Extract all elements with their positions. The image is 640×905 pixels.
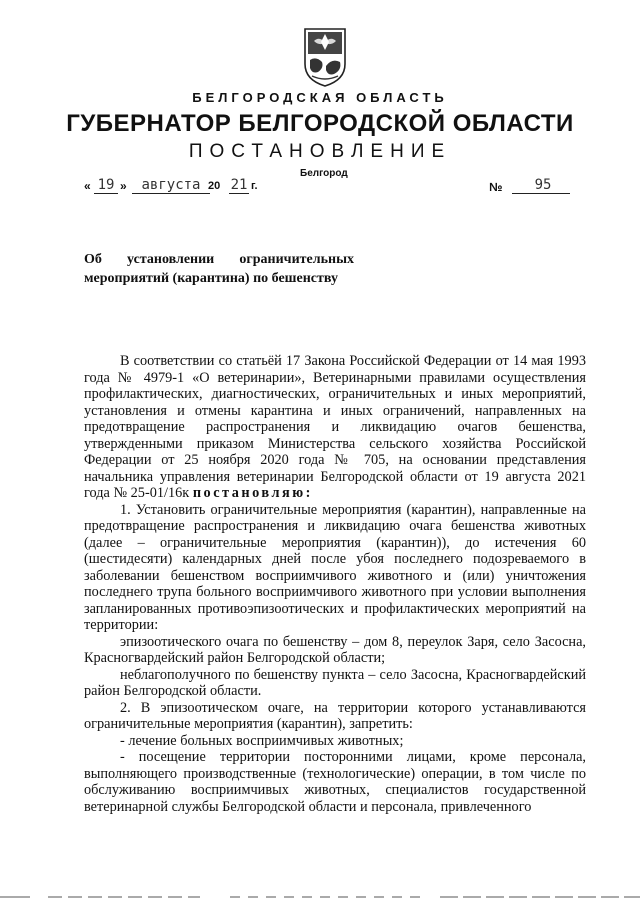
date-year-prefix: 20 (208, 180, 221, 192)
date-year-unit: г. (251, 180, 258, 192)
clause-1-area-paragraph: неблагополучного по бешенству пункта – село Засосна, Красногвардейский район Белгородской области. (84, 666, 586, 699)
subject-line-1: Об установлении ограничительных (84, 252, 354, 267)
region-title: БЕЛГОРОДСКАЯ ОБЛАСТЬ (192, 90, 448, 105)
date-year-suffix: 21 (230, 177, 248, 193)
document-number: 95 (512, 177, 570, 194)
coat-of-arms-icon (302, 26, 348, 88)
clause-2-item-1: - лечение больных восприимчивых животных; (120, 732, 404, 749)
governor-title: ГУБЕРНАТОР БЕЛГОРОДСКОЙ ОБЛАСТИ (66, 110, 574, 137)
decree-body (84, 353, 586, 815)
subject-line-2: мероприятий (карантина) по бешенству (84, 271, 338, 286)
date-open-quote: « (84, 179, 91, 193)
clause-2-paragraph: 2. В эпизоотическом очаге, на территории которого устанавливаются ограничительные мероприятия (карантин), запретить: (84, 699, 586, 732)
clause-2-item-2: - посещение территории посторонними лицами, кроме персонала, выполняющего производственные (технологические) операции, в том числе по обслуживанию восприимчивых животных, специалистов государственной ветеринарной службы Белгородской области и персонала, привлеченного (84, 749, 586, 815)
date-close-quote: » (120, 179, 127, 193)
clause-1-paragraph: 1. Установить ограничительные мероприятия (карантин), направленные на предотвращение распространения и ликвидацию очага бешенства животных (далее – ограничительные мероприятия (карантин)), до истечения 60 (шестидесяти) календарных дней после убоя последнего подозреваемого в заболевании бешенством восприимчивого животного и (или) уничтожения последнего трупа больного восприимчивого животного при условии выполнения запланированных противоэпизоотических и профилактических мероприятий на территории: (84, 501, 586, 633)
scan-edge-lines (0, 893, 640, 905)
city-name: Белгород (300, 168, 348, 179)
clause-1-focus-paragraph: эпизоотического очага по бешенству – дом 8, переулок Заря, село Засосна, Красногвардейский район Белгородской области; (84, 633, 586, 666)
resolution-keyword: постановляю: (192, 485, 313, 501)
date-and-number-line (84, 177, 574, 199)
preamble-text: В соответствии со статьёй 17 Закона Российской Федерации от 14 мая 1993 года № 4979-1 «О ветеринарии», Ветеринарными правилами осуществления профилактических, диагностических, ограничительных и иных мероприятий, установления и отмены карантина и иных ограничений, направленных на предотвращение распространения и ликвидацию очагов бешенства, утвержденными приказом Министерства сельского хозяйства Российской Федерации от 25 ноября 2020 года № 705, на основании представления начальника управления ветеринарии Белгородской области от 19 августа 2021 года № 25-01/16к (84, 353, 586, 501)
date-day: 19 (94, 177, 118, 194)
date-month: августа (132, 177, 210, 194)
document-type: ПОСТАНОВЛЕНИЕ (188, 141, 452, 162)
decree-subject (84, 250, 354, 288)
number-label: № (489, 180, 503, 194)
preamble-paragraph (84, 353, 586, 502)
